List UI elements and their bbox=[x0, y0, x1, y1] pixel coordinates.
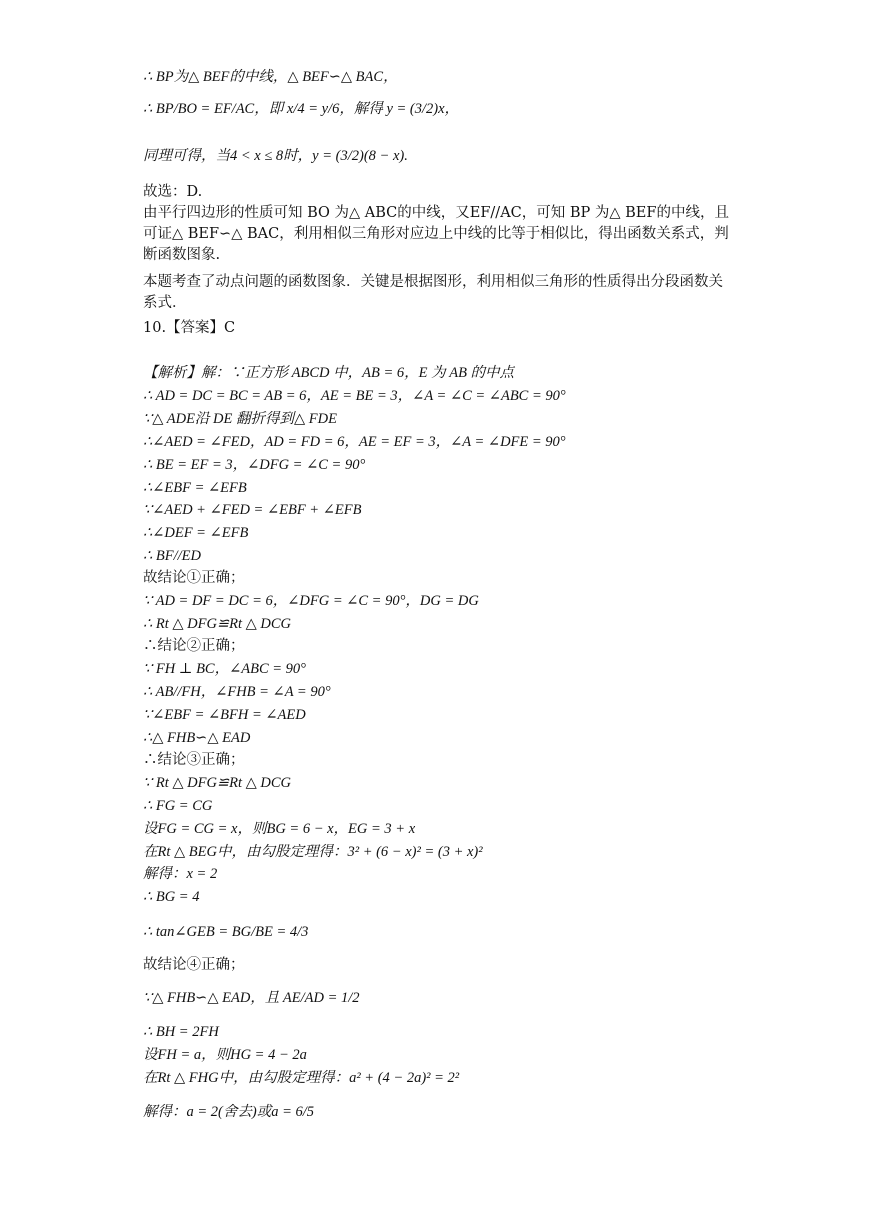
text-line: ∴ BF//ED bbox=[143, 548, 201, 564]
text-line: 在Rt △ FHG中，由勾股定理得：a² + (4 − 2a)² = 2² bbox=[143, 1070, 460, 1086]
text-paragraph: 由平行四边形的性质可知 BO 为△ ABC的中线，又EF//AC，可知 BP 为△ BEF的中线，且可证△ BEF∽△ BAC，利用相似三角形对应边上中线的比等于相似比，得出函数关系式，判断函数图象. bbox=[143, 205, 729, 263]
text-line: 解得：x = 2 bbox=[143, 866, 218, 882]
text-line: ∴ BP/BO = EF/AC，即 x/4 = y/6，解得 y = (3/2)x， bbox=[143, 101, 460, 117]
text-line: ∴结论②正确； bbox=[143, 638, 245, 654]
text-line: 故结论④正确； bbox=[143, 957, 245, 973]
text-line: 设FH = a，则HG = 4 − 2a bbox=[143, 1047, 307, 1063]
text-line: ∴ Rt △ DFG≌Rt △ DCG bbox=[143, 616, 291, 632]
text-line: 故选：D. bbox=[143, 184, 203, 200]
text-line: ∵△ ADE沿 DE 翻折得到△ FDE bbox=[143, 411, 337, 427]
text-line: ∴ AD = DC = BC = AB = 6，AE = BE = 3，∠A = ∠C = ∠ABC = 90° bbox=[143, 388, 566, 404]
text-line: ∵△ FHB∽△ EAD，且 AE/AD = 1/2 bbox=[143, 990, 360, 1006]
text-line: 故结论①正确； bbox=[143, 570, 245, 586]
text-line: ∴结论③正确； bbox=[143, 752, 245, 768]
text-line: ∵ AD = DF = DC = 6，∠DFG = ∠C = 90°，DG = DG bbox=[143, 593, 479, 609]
text-line: 设FG = CG = x，则BG = 6 − x，EG = 3 + x bbox=[143, 821, 416, 837]
text-line: ∴ BG = 4 bbox=[143, 889, 200, 905]
text-line: 同理可得，当4 < x ≤ 8时，y = (3/2)(8 − x). bbox=[143, 148, 408, 164]
text-line: ∴∠EBF = ∠EFB bbox=[143, 480, 247, 496]
text-line: ∴∠AED = ∠FED，AD = FD = 6，AE = EF = 3，∠A = ∠DFE = 90° bbox=[143, 434, 566, 450]
text-line: ∴△ FHB∽△ EAD bbox=[143, 730, 251, 746]
text-line: ∵ Rt △ DFG≌Rt △ DCG bbox=[143, 775, 291, 791]
text-line: ∴ tan∠GEB = BG/BE = 4/3 bbox=[143, 924, 309, 940]
text-line: ∴∠DEF = ∠EFB bbox=[143, 525, 249, 541]
text-line: ∴ AB//FH，∠FHB = ∠A = 90° bbox=[143, 684, 331, 700]
text-line: ∴ BE = EF = 3，∠DFG = ∠C = 90° bbox=[143, 457, 366, 473]
text-line: 【解析】解：∵正方形 ABCD 中，AB = 6，E 为 AB 的中点 bbox=[143, 365, 515, 381]
text-line: 在Rt △ BEG中，由勾股定理得：3² + (6 − x)² = (3 + x)² bbox=[143, 844, 483, 860]
text-line: ∵∠AED + ∠FED = ∠EBF + ∠EFB bbox=[143, 502, 362, 518]
text-line: ∵∠EBF = ∠BFH = ∠AED bbox=[143, 707, 306, 723]
text-line: ∴ BH = 2FH bbox=[143, 1024, 219, 1040]
text-line: ∵ FH ⊥ BC，∠ABC = 90° bbox=[143, 661, 306, 677]
answer-heading: 10.【答案】C bbox=[143, 320, 236, 336]
text-paragraph: 本题考查了动点问题的函数图象．关键是根据图形，利用相似三角形的性质得出分段函数关系式． bbox=[143, 274, 723, 311]
text-line: 解得：a = 2(舍去)或a = 6/5 bbox=[143, 1104, 315, 1120]
text-line: ∴ FG = CG bbox=[143, 798, 213, 814]
text-line: ∴ BP为△ BEF的中线，△ BEF∽△ BAC， bbox=[143, 69, 398, 85]
